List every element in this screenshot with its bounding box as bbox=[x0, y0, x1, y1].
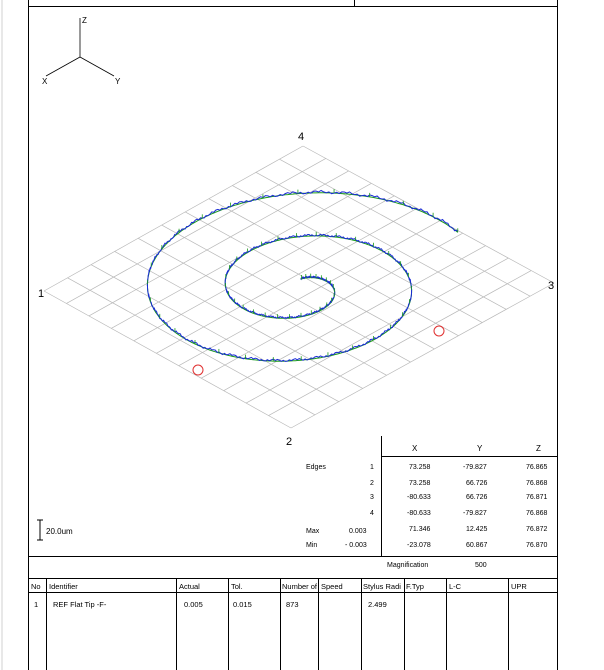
edge-id: 2 bbox=[370, 480, 374, 487]
corner-label-3: 3 bbox=[548, 280, 555, 292]
edges-label: Edges bbox=[306, 464, 326, 471]
header-number: Number of bbox=[282, 582, 318, 591]
edge-z: 76.865 bbox=[526, 464, 548, 471]
edge-y: -79.827 bbox=[463, 510, 487, 517]
edge-id: 3 bbox=[370, 494, 374, 501]
edge-z: 76.868 bbox=[526, 510, 548, 517]
corner-label-2: 2 bbox=[286, 436, 293, 448]
max-y: 12.425 bbox=[466, 526, 488, 533]
edge-y: 66.726 bbox=[466, 480, 488, 487]
header-no: No bbox=[31, 582, 41, 591]
header-upr: UPR bbox=[511, 582, 527, 591]
edge-x: -80.633 bbox=[407, 510, 431, 517]
axis-z-label: Z bbox=[82, 16, 87, 25]
min-x: -23.078 bbox=[407, 542, 431, 549]
col-x-header: X bbox=[412, 444, 418, 453]
corner-label-1: 1 bbox=[38, 288, 45, 300]
max-value: 0.003 bbox=[349, 528, 367, 535]
row-no: 1 bbox=[34, 600, 39, 609]
max-label: Max bbox=[306, 528, 320, 535]
max-z: 76.872 bbox=[526, 526, 548, 533]
header-actual: Actual bbox=[179, 582, 200, 591]
header-identifier: Identifier bbox=[49, 582, 78, 591]
edge-id: 4 bbox=[370, 510, 374, 517]
magnification-label: Magnification bbox=[387, 562, 429, 569]
corner-label-4: 4 bbox=[298, 131, 305, 143]
header-tol: Tol. bbox=[231, 582, 243, 591]
min-z: 76.870 bbox=[526, 542, 548, 549]
min-value: - 0.003 bbox=[345, 542, 367, 549]
header-speed: Speed bbox=[321, 582, 343, 591]
row-actual: 0.005 bbox=[184, 600, 203, 609]
edge-y: -79.827 bbox=[463, 464, 487, 471]
edge-id: 1 bbox=[370, 464, 374, 471]
header-lc: L-C bbox=[449, 582, 462, 591]
scale-label: 20.0um bbox=[46, 527, 73, 536]
magnification-value: 500 bbox=[475, 562, 487, 569]
row-identifier: REF Flat Tip -F- bbox=[53, 600, 107, 609]
col-y-header: Y bbox=[477, 444, 483, 453]
header-ftyp: F.Typ bbox=[406, 582, 424, 591]
header-stylus-radius: Stylus Radi bbox=[363, 582, 401, 591]
min-y: 60.867 bbox=[466, 542, 488, 549]
col-z-header: Z bbox=[536, 444, 541, 453]
edge-y: 66.726 bbox=[466, 494, 488, 501]
edge-x: 73.258 bbox=[409, 464, 431, 471]
min-label: Min bbox=[306, 542, 318, 549]
edge-z: 76.868 bbox=[526, 480, 548, 487]
row-stylus-radius: 2.499 bbox=[368, 600, 387, 609]
edge-x: -80.633 bbox=[407, 494, 431, 501]
row-tol: 0.015 bbox=[233, 600, 252, 609]
axis-y-label: Y bbox=[115, 77, 121, 86]
axis-x-label: X bbox=[42, 77, 48, 86]
edge-z: 76.871 bbox=[526, 494, 548, 501]
edge-x: 73.258 bbox=[409, 480, 431, 487]
row-number: 873 bbox=[286, 600, 299, 609]
max-x: 71.346 bbox=[409, 526, 431, 533]
